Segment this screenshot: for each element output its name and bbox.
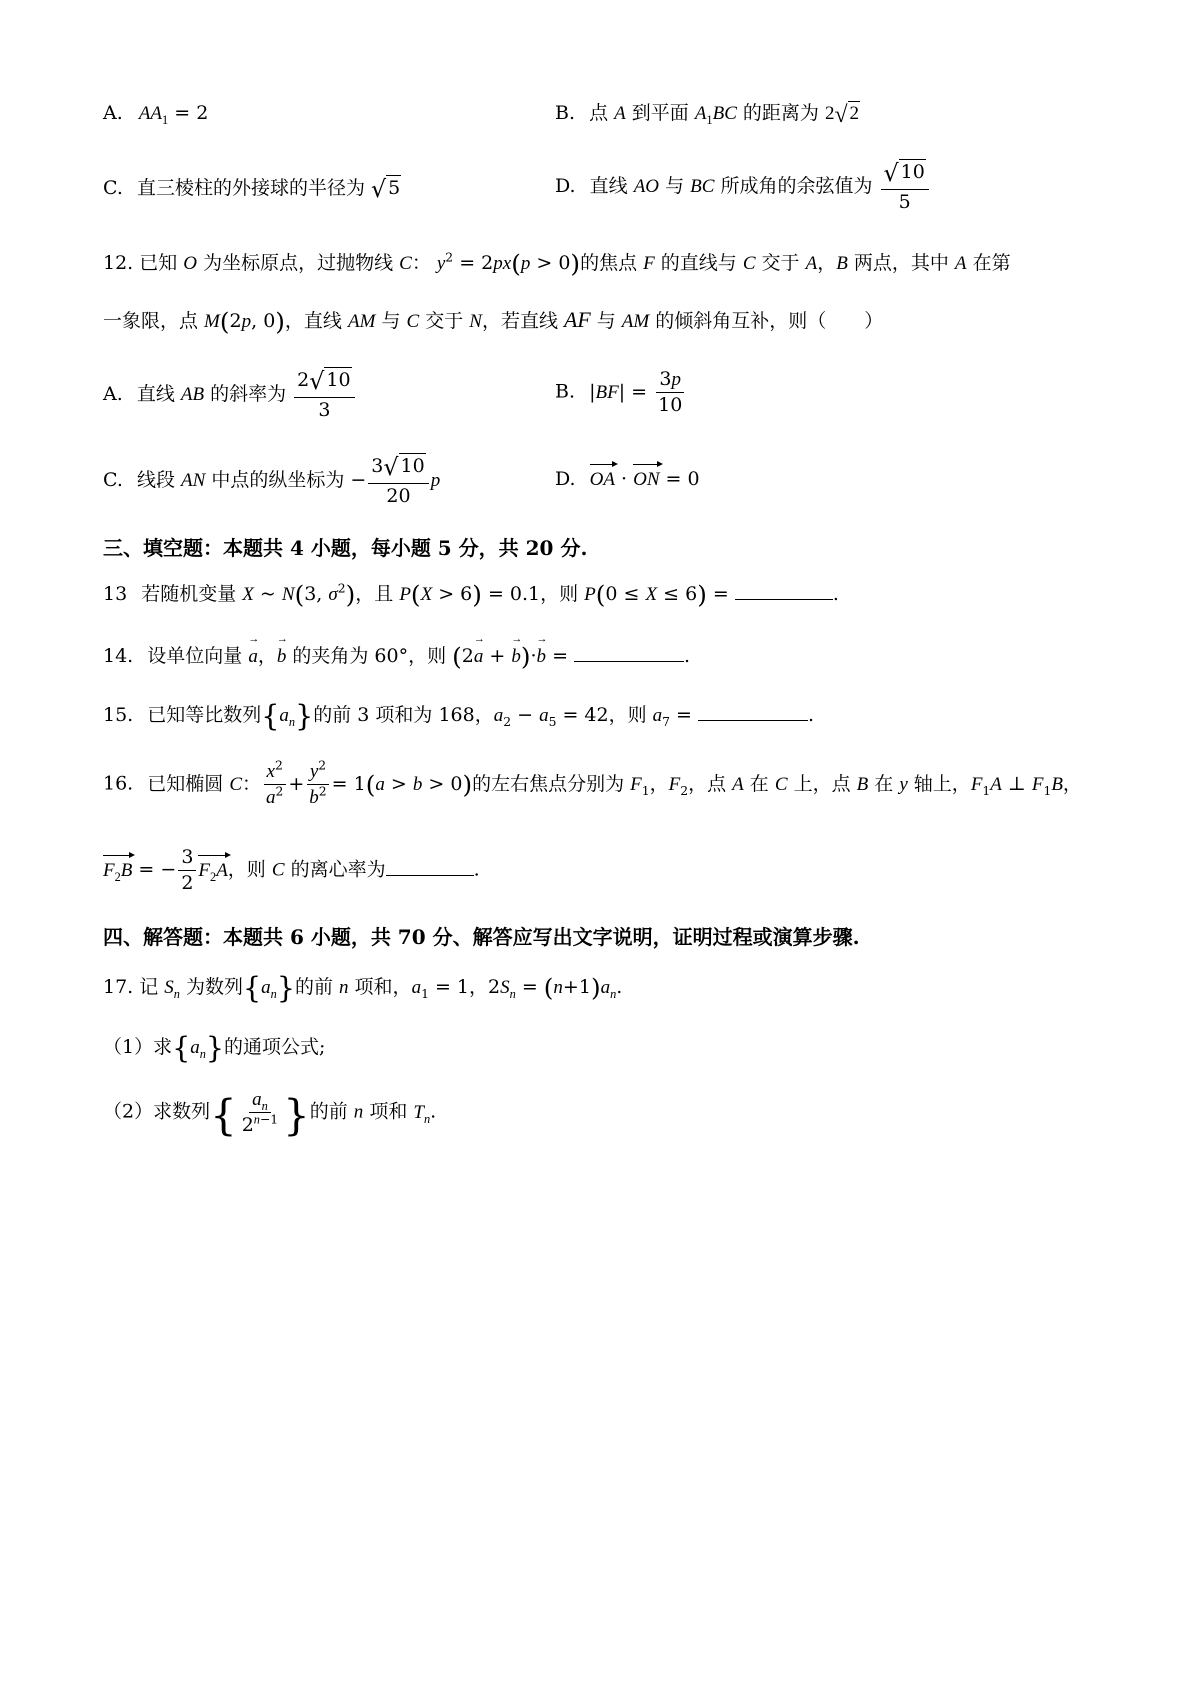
q15-label: 15. xyxy=(103,704,134,726)
q17-part1: （1）求$\{a_n\}$的通项公式; xyxy=(103,1032,326,1065)
q16-line2: $F_2B$ = − $\frac{3}{2}$ $F_2A$，则 C 的离心率为 . xyxy=(103,846,480,894)
q15: 15. 已知等比数列$\{a_n\}$的前 3 项和为 168，$a_2 - a_5 = 42$，则 $a_7$ = . xyxy=(103,700,815,733)
q12-option-a: A. 直线 AB 的斜率为 $\frac{2√ 10}{3}$ xyxy=(103,370,357,420)
q12-option-c: C. 线段 AN 中点的纵坐标为 − $\frac{3√ 10}{20}$ p xyxy=(103,453,441,507)
q11-option-b: B. 点 A 到平面 $A_1BC$ 的距离为 2√ 2 xyxy=(555,102,860,128)
q14-label: 14. xyxy=(103,645,134,667)
q13: 13 若随机变量 X ~ N(3, $\sigma^2$)，且 P(X > 6) = 0.1，则 P(0 ≤ X ≤ 6) = . xyxy=(103,580,839,609)
q11-option-a: A. $AA_1 = 2$ xyxy=(103,102,209,127)
q11-option-c-text: 直三棱柱的外接球的半径为 xyxy=(136,177,365,199)
q11-option-c-label: C. xyxy=(103,177,123,199)
q12-option-d: D. OA · ON = 0 xyxy=(555,468,700,490)
q11-option-b-label: B. xyxy=(555,102,576,124)
q13-label: 13 xyxy=(103,583,128,605)
q11-option-d: D. 直线 AO 与 BC 所成角的余弦值为 $\frac{√ 10}{5}$ xyxy=(555,162,931,212)
section-4-heading: 四、解答题：本题共 6 小题，共 70 分、解答应写出文字说明，证明过程或演算步骤. xyxy=(103,925,860,949)
q12-option-c-label: C. xyxy=(103,468,123,491)
q11-option-d-label: D. xyxy=(555,174,576,197)
q12-stem-line1: 12. 已知 O 为坐标原点，过抛物线 C： $y^2 = 2px(p > 0)$的焦点 F 的直线与 C 交于 A，B 两点，其中 A 在第 xyxy=(103,249,1011,278)
q16-label: 16. xyxy=(103,772,134,795)
q11-option-c: C. 直三棱柱的外接球的半径为 √ 5 xyxy=(103,175,401,203)
q14: 14. 设单位向量 → a，→ b 的夹角为 60°，则 (2→ a + → b)·→ b = . xyxy=(103,645,690,670)
q17-part2: （2）求数列{ $\frac{a_n}{2^{n-1}}$ }的前 n 项和 $T_n$. xyxy=(103,1089,437,1140)
q11-option-a-label: A. xyxy=(103,102,123,124)
q12-option-d-label: D. xyxy=(555,468,576,490)
q12-stem-line2: 一象限，点 M(2p, 0)，直线 AM 与 C 交于 N，若直线 AF 与 AM 的倾斜角互补，则（ ） xyxy=(103,307,884,336)
q12-option-b-label: B. xyxy=(555,380,576,403)
section-3-heading: 三、填空题：本题共 4 小题，每小题 5 分，共 20 分. xyxy=(103,536,588,560)
q12-option-a-label: A. xyxy=(103,382,123,405)
q12-option-b: B. |BF| = $\frac{3p}{10}$ xyxy=(555,368,683,416)
q17-stem: 17. 记 $S_n$ 为数列$\{a_n\}$的前 n 项和，$a_1 = 1$，$2S_n = (n+1)a_n$. xyxy=(103,972,623,1005)
q16-line1: 16. 已知椭圆 C： $\frac{x^2}{a^2}$ + $\frac{y^2}{b^2}$ = 1(a > b > 0)的左右焦点分别为 $F_1$，$F_2$，点 A 在 C 上，点 B 在 y 轴上，$F_1A$ ⊥ $F_1B$， xyxy=(103,758,1082,808)
